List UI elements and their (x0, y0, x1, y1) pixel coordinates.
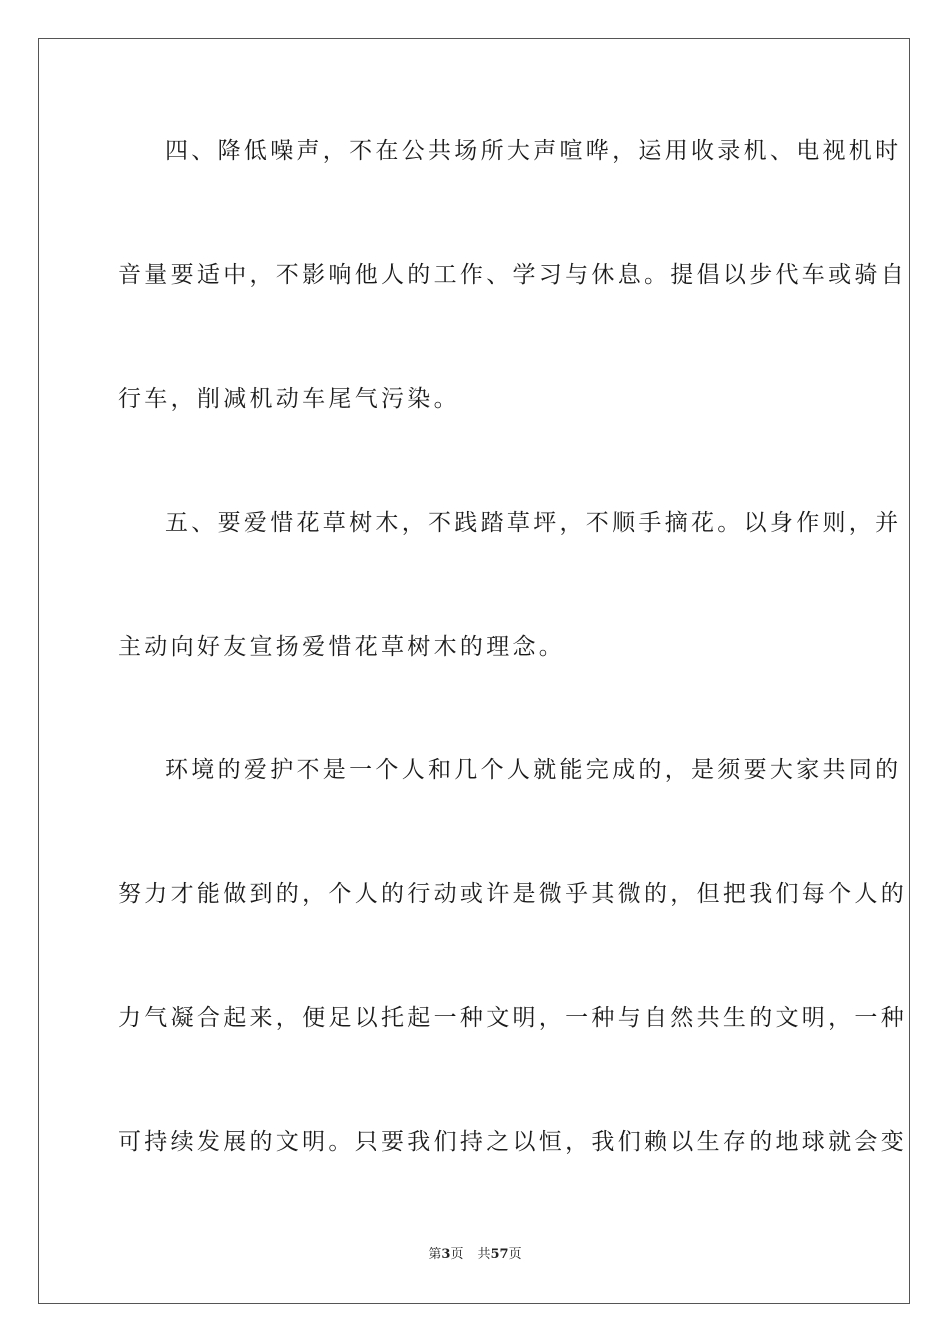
text-line-5: 主动向好友宣扬爱惜花草树木的理念。 (118, 634, 566, 660)
page-footer (0, 1246, 950, 1264)
page-border (38, 38, 910, 1304)
text-line-9: 可持续发展的文明。只要我们持之以恒，我们赖以生存的地球就会变 (118, 1129, 907, 1155)
page-prefix: 第 (428, 1247, 442, 1262)
text-line-8: 力气凝合起来，便足以托起一种文明，一种与自然共生的文明，一种 (118, 1005, 907, 1031)
text-line-4: 五、要爱惜花草树木，不践踏草坪，不顺手摘花。以身作则，并 (165, 510, 902, 536)
text-line-6: 环境的爱护不是一个人和几个人就能完成的，是须要大家共同的 (165, 757, 902, 783)
text-line-3: 行车，削减机动车尾气污染。 (118, 386, 460, 412)
total-pages: 57 (490, 1247, 509, 1262)
text-line-7: 努力才能做到的，个人的行动或许是微乎其微的，但把我们每个人的 (118, 881, 907, 907)
total-suffix: 页 (508, 1247, 522, 1262)
page-suffix: 页 (450, 1247, 464, 1262)
text-line-2: 音量要适中，不影响他人的工作、学习与休息。提倡以步代车或骑自 (118, 262, 907, 288)
page-number: 3 (441, 1247, 451, 1262)
text-line-1: 四、降低噪声，不在公共场所大声喧哗，运用收录机、电视机时 (165, 138, 902, 164)
total-prefix: 共 (477, 1247, 491, 1262)
